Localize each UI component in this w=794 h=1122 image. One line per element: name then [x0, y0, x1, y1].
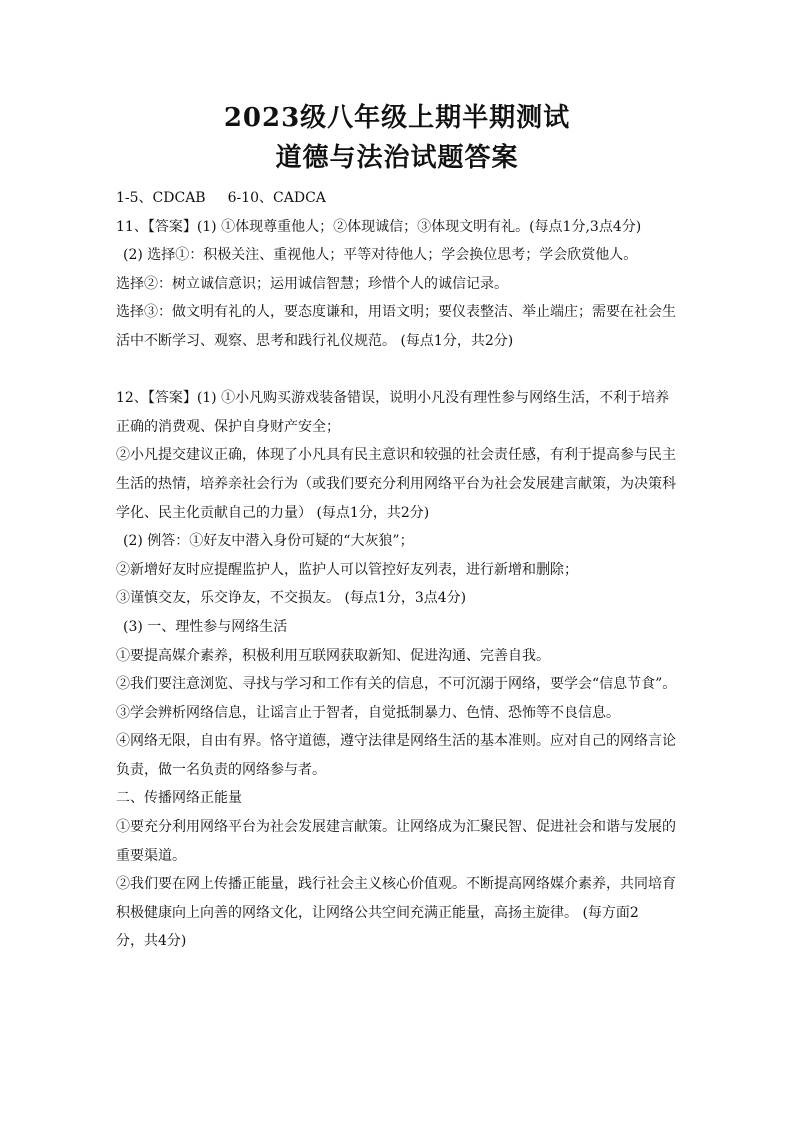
answer-line: ④网络无限，自由有界。恪守道德，遵守法律是网络生活的基本准则。应对自己的网络言论 [116, 733, 676, 750]
answer-line: 学化、民主化贡献自己的力量） (每点1分，共2分) [116, 504, 430, 521]
answer-line: ③学会辨析网络信息，让谣言止于智者，自觉抵制暴力、色情、恐怖等不良信息。 [116, 704, 620, 721]
answer-line: ①要充分利用网络平台为社会发展建言献策。让网络成为汇聚民智、促进社会和谐与发展的 [116, 819, 676, 836]
answer-line: 12、【答案】(1) ①小凡购买游戏装备错误，说明小凡没有理性参与网络生活，不利于培养 [116, 390, 670, 407]
answer-line: 二、传播网络正能量 [116, 790, 242, 807]
answer-line: 积极健康向上向善的网络文化，让网络公共空间充满正能量，高扬主旋律。 (每方面2 [116, 904, 639, 921]
answer-line: ②我们要注意浏览、寻找与学习和工作有关的信息，不可沉溺于网络，要学会“信息节食”。 [116, 676, 677, 693]
answer-line: 重要渠道。 [116, 847, 186, 864]
answer-line: ②新增好友时应提醒监护人，监护人可以管控好友列表，进行新增和删除； [116, 561, 578, 578]
answer-line: ②小凡提交建议正确，体现了小凡具有民主意识和较强的社会责任感，有利于提高参与民主 [116, 447, 676, 464]
answer-line: 正确的消费观、保护自身财产安全； [116, 418, 340, 435]
answer-line: 11、【答案】(1) ①体现尊重他人；②体现诚信；③体现文明有礼。(每点1分,3点4分) [116, 218, 642, 235]
answer-line: (3) 一、理性参与网络生活 [123, 618, 288, 635]
exam-title: 2023级八年级上期半期测试 [223, 103, 571, 133]
spacer [116, 356, 678, 385]
answer-line: ②我们要在网上传播正能量，践行社会主义核心价值观。不断提高网络媒介素养，共同培育 [116, 876, 676, 893]
answer-line: 选择②：树立诚信意识；运用诚信智慧；珍惜个人的诚信记录。 [116, 275, 508, 292]
exam-subtitle: 道德与法治试题答案 [275, 143, 519, 173]
answer-line: 选择③：做文明有礼的人，要态度谦和，用语文明；要仪表整洁、举止端庄；需要在社会生 [116, 304, 676, 321]
answer-line: (2) 选择①：积极关注、重视他人；平等对待他人；学会换位思考；学会欣赏他人。 [123, 247, 638, 264]
choice-answers [116, 184, 678, 213]
answer-line: 生活的热情，培养亲社会行为（或我们要充分利用网络平台为社会发展建言献策，为决策科 [116, 475, 676, 492]
answer-line: 负责，做一名负责的网络参与者。 [116, 761, 326, 778]
answer-line: (2) 例答：①好友中潜入身份可疑的“大灰狼”； [123, 533, 414, 550]
answer-line: 分，共4分) [116, 933, 187, 950]
choice-answers-1-5: 1-5、CDCAB [116, 190, 206, 206]
choice-answers-6-10: 6-10、CADCA [227, 190, 326, 206]
answer-line: ①要提高媒介素养，积极利用互联网获取新知、促进沟通、完善自我。 [116, 647, 550, 664]
answer-line: ③谨慎交友，乐交诤友，不交损友。 (每点1分，3点4分) [116, 590, 467, 607]
answer-line: 活中不断学习、观察、思考和践行礼仪规范。 (每点1分，共2分) [116, 332, 514, 349]
